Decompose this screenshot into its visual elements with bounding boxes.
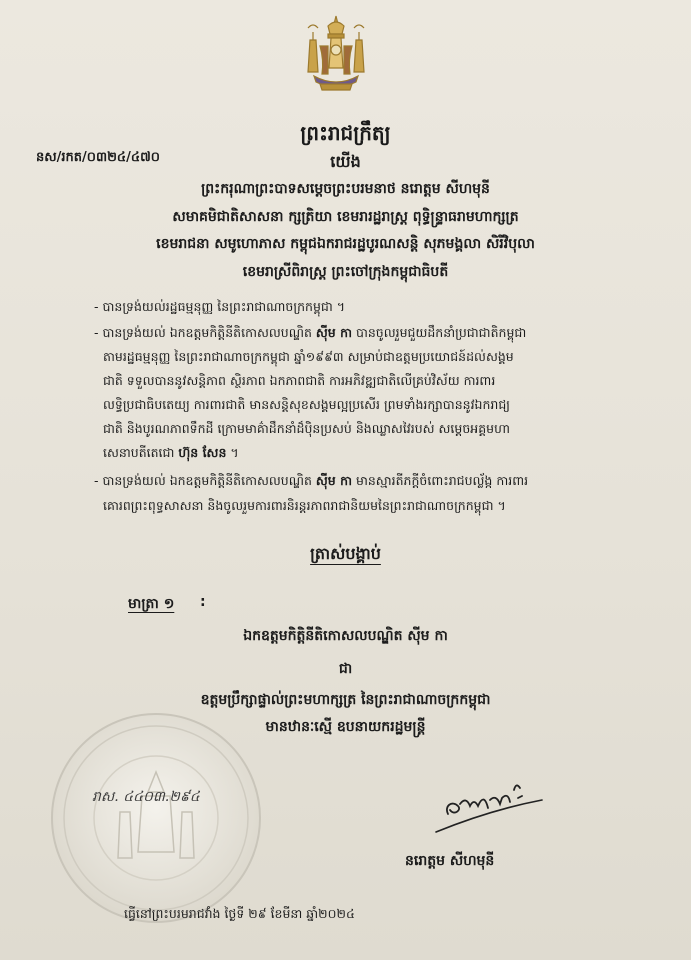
consideration-2-line-1: - បានទ្រង់យល់ ឯកឧត្តមកិត្តិនីតិកោសលបណ្ឌិត ស៊ីម កា បានចូលរួមជួយដឹកនាំប្រជាជាតិកម្ពុជា (94, 325, 527, 340)
person-name: ស៊ីម កា (315, 473, 352, 488)
consideration-3-line-2: គោរពព្រះពុទ្ធសាសនា និងចូលរួមការពារនិរន្តរភាពរាជានិយមនៃព្រះរាជាណាចក្រកម្ពុជា ។ (103, 498, 506, 513)
place-date: ធ្វើនៅព្រះបរមរាជវាំង ថ្ងៃទី ២៩ ខែមីនា ឆ្នាំ២០២៤ (124, 906, 355, 921)
consideration-3-line-1: - បានទ្រង់យល់ ឯកឧត្តមកិត្តិនីតិកោសលបណ្ឌិត ស៊ីម កា មានស្មារតីភក្តីចំពោះរាជបល្ល័ង្ក ការពារ (94, 473, 529, 488)
seal-registration-number: រាស. ៤៤០៣.២៩៤ (92, 789, 200, 805)
consideration-2-line-5: ជាតិ និងបូរណភាពទឹកដី ក្រោមមាគ៌ាដឹកនាំដ៏ប៉ិនប្រសប់ និងឈ្លាសវៃរបស់ សម្តេចអគ្គមហា (103, 421, 510, 436)
as-label: ជា (338, 661, 353, 677)
appointee-name: ឯកឧត្តមកិត្តិនីតិកោសលបណ្ឌិត ស៊ីម កា (243, 628, 448, 644)
signer-name: នរោត្តម សីហមុនី (405, 853, 495, 869)
royal-signature-icon (430, 770, 550, 840)
royal-title-line-3: ខេមរាជនា សមូហោភាស កម្ពុជឯករាជរដ្ឋបូរណសន្តិ សុភមង្គលា សិរីវិបុលា (156, 236, 535, 252)
royal-coat-of-arms-icon (298, 10, 374, 102)
consideration-1: - បានទ្រង់យល់រដ្ឋធម្មនុញ្ញ នៃព្រះរាជាណាចក្រកម្ពុជា ។ (94, 299, 345, 314)
appointment-position: ឧត្តមប្រឹក្សាផ្ទាល់ព្រះមហាក្សត្រ នៃព្រះរាជាណាចក្រកម្ពុជា (200, 692, 491, 708)
person-name: ហ៊ុន សែន (178, 445, 227, 460)
royal-title-line-2: សមាគមិជាតិសាសនា ក្សត្រិយា ខេមរារដ្ឋរាស្ត្រ ពុទ្ធិន្ទ្រាធរាមហាក្សត្រ (172, 209, 519, 225)
article-label: មាត្រា ១ (128, 596, 175, 612)
consideration-2-line-2: តាមរដ្ឋធម្មនុញ្ញ នៃព្រះរាជាណាចក្រកម្ពុជា ឆ្នាំ១៩៩៣ សម្រាប់ជាឧត្តមប្រយោជន៍ដល់សង្គម (103, 349, 514, 364)
document-number: នស/រកត/០៣២៤/៤៧០ (36, 150, 160, 165)
appointment-rank: មានឋានៈស្មើ ឧបនាយករដ្ឋមន្ត្រី (265, 719, 426, 735)
royal-title-line-1: ព្រះករុណាព្រះបាទសម្តេចព្រះបរមនាថ នរោត្តម សីហមុនី (201, 181, 490, 197)
consideration-2-line-4: លទ្ធិប្រជាធិបតេយ្យ ការពារជាតិ មានសន្តិសុខសង្គមល្អប្រសើរ ព្រមទាំងរក្សាបាននូវឯករាជ្យ (103, 397, 511, 412)
we-heading: យើង (330, 152, 361, 171)
decree-title: ព្រះរាជក្រឹត្យ (300, 121, 391, 145)
decision-heading: ត្រាស់បង្គាប់ (310, 544, 381, 563)
article-colon: : (200, 594, 206, 610)
consideration-2-line-3: ជាតិ ទទួលបាននូវសន្តិភាព ស្ថិរភាព ឯកភាពជាតិ ការអភិវឌ្ឍជាតិលើគ្រប់វិស័យ ការពារ (103, 373, 496, 388)
embossed-seal-icon (50, 712, 262, 924)
consideration-2-line-6: សេនាបតីតេជោ ហ៊ុន សែន ។ (103, 445, 239, 460)
royal-title-line-4: ខេមរាស្រីពិរាស្ត្រ ព្រះចៅក្រុងកម្ពុជាធិបតី (242, 264, 449, 280)
person-name: ស៊ីម កា (315, 325, 352, 340)
